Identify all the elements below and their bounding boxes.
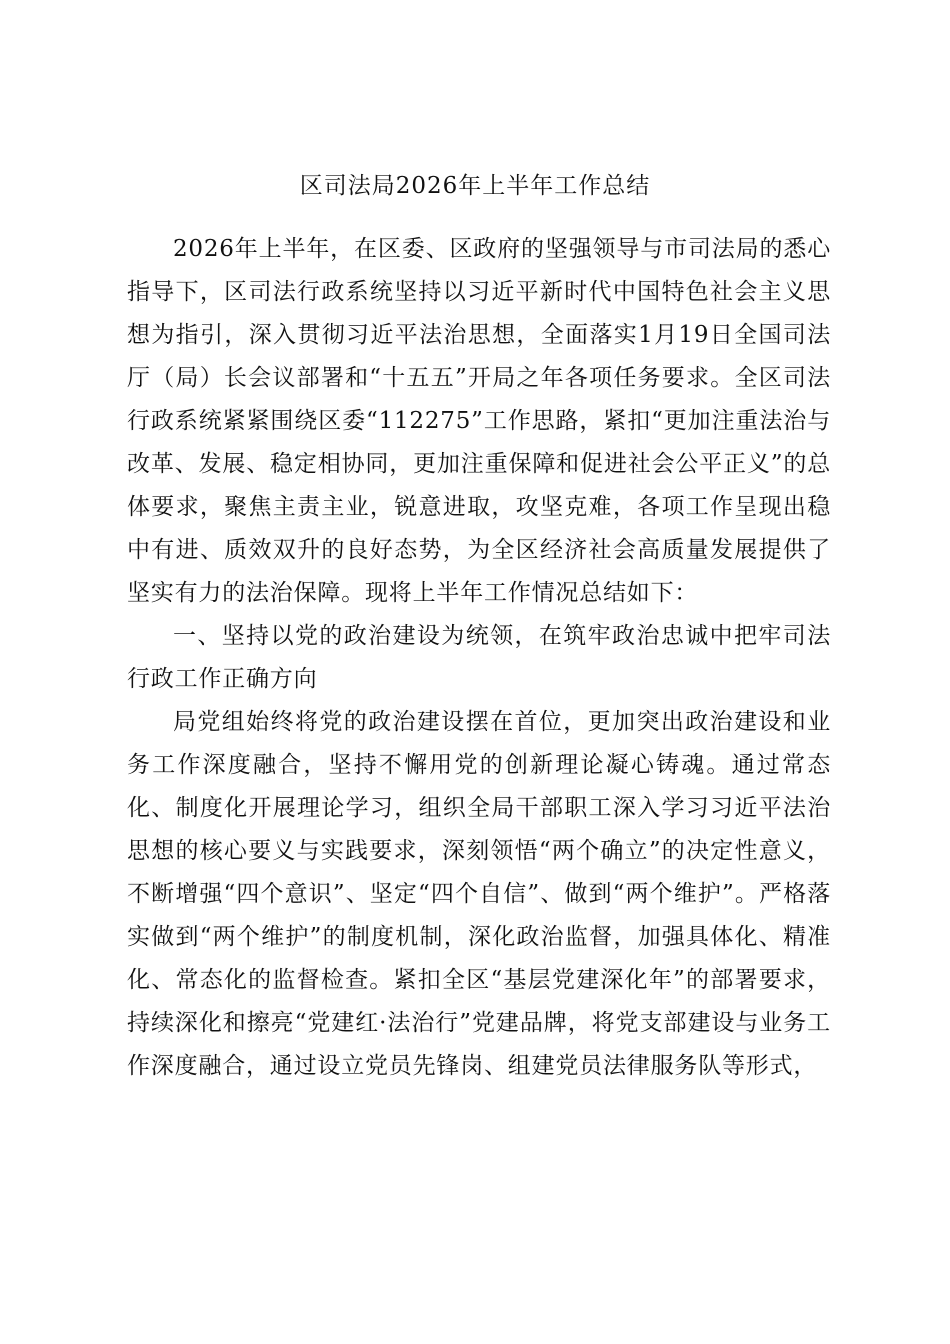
paragraph-section-1: 局党组始终将党的政治建设摆在首位，更加突出政治建设和业务工作深度融合，坚持不懈用党的创新理论凝心铸魂。通过常态化、制度化开展理论学习，组织全局干部职工深入学习习近平法治思想的核心要义与实践要求，深刻领悟“两个确立”的决定性意义，不断增强“四个意识”、坚定“四个自信”、做到“两个维护”。严格落实做到“两个维护”的制度机制，深化政治监督，加强具体化、精准化、常态化的监督检查。紧扣全区“基层党建深化年”的部署要求，持续深化和擦亮“党建红·法治行”党建品牌，将党支部建设与业务工作深度融合，通过设立党员先锋岗、组建党员法律服务队等形式， — [127, 709, 831, 1079]
paragraph-intro: 2026年上半年，在区委、区政府的坚强领导与市司法局的悉心指导下，区司法行政系统坚持以习近平新时代中国特色社会主义思想为指引，深入贯彻习近平法治思想，全面落实1月19日全国司法厅（局）长会议部署和“十五五”开局之年各项任务要求。全区司法行政系统紧紧围绕区委“112275”工作思路，紧扣“更加注重法治与改革、发展、稳定相协同，更加注重保障和促进社会公平正义”的总体要求，聚焦主责主业，锐意进取，攻坚克难，各项工作呈现出稳中有进、质效双升的良好态势，为全区经济社会高质量发展提供了坚实有力的法治保障。现将上半年工作情况总结如下： — [127, 236, 831, 606]
section-heading-1: 一、坚持以党的政治建设为统领，在筑牢政治忠诚中把牢司法行政工作正确方向 — [127, 623, 831, 692]
document-title: 区司法局2026年上半年工作总结 — [299, 173, 651, 199]
document-body — [127, 228, 831, 1088]
